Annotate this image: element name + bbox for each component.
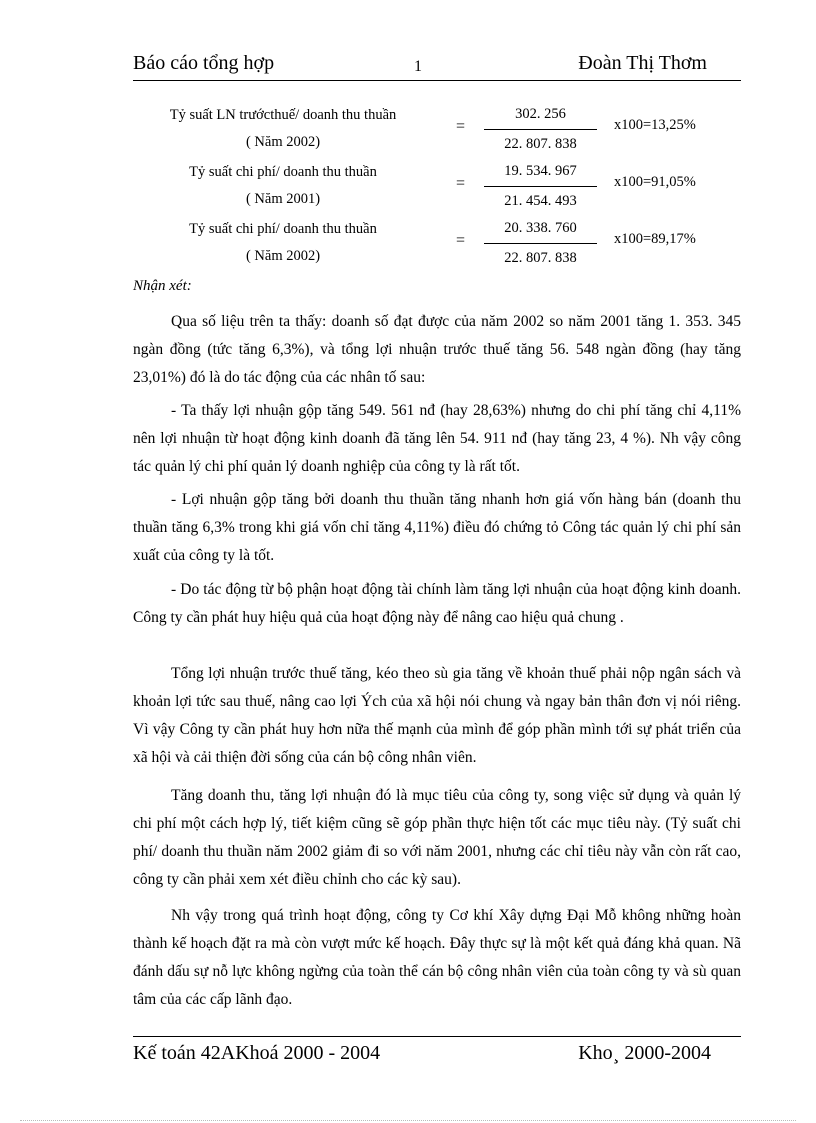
formula-label xyxy=(133,216,433,270)
formula-label-line1: Tỷ suất chi phí/ doanh thu thuần xyxy=(189,164,377,180)
formula-label-line1: Tỷ suất LN trướcthuế/ doanh thu thuần xyxy=(169,107,397,123)
formula-result: x100=89,17% xyxy=(614,231,696,247)
formula-denominator: 22. 807. 838 xyxy=(504,136,577,152)
fraction-bar xyxy=(484,129,597,130)
paragraph: Tăng doanh thu, tăng lợi nhuận đó là mục tiêu của công ty, song việc sử dụng và quản lý chi phí một cách hợp lý, tiết kiệm cũng sẽ góp phần thực hiện tốt các mục tiêu này. (Tỷ suất chi phí/ doanh thu thuần năm 2002 giảm đi so với năm 2001, nhưng các chỉ tiêu này vẫn còn rất cao, công ty cần phải xem xét điều chỉnh cho các kỳ sau). xyxy=(133,787,741,888)
footer-left: Kế toán 42AKhoá 2000 - 2004 xyxy=(133,1042,381,1064)
footer-right: Kho¸ 2000-2004 xyxy=(578,1042,711,1064)
paragraph: Tổng lợi nhuận trước thuế tăng, kéo theo sù gia tăng về khoản thuế phải nộp ngân sách và khoản lợi tức sau thuế, nâng cao lợi Ých của xã hội nói chung và ngay bản thân đơn vị nói riêng. Vì vậy Công ty cần phát huy hơn nữa thế mạnh của mình để góp phần mình tới sự phát triển của xã hội và cải thiện đời sống của cán bộ công nhân viên. xyxy=(133,665,741,766)
paragraph: - Ta thấy lợi nhuận gộp tăng 549. 561 nđ (hay 28,63%) nhưng do chi phí tăng chỉ 4,11% nên lợi nhuận từ hoạt động kinh doanh đã tăng lên 54. 911 nđ (hay tăng 23, 4 %). Nh vậy công tác quản lý chi phí quản lý doanh nghiệp của công ty là rất tốt. xyxy=(133,402,741,475)
formula-row xyxy=(133,216,741,272)
formula-result: x100=13,25% xyxy=(614,117,696,133)
formula-numerator: 302. 256 xyxy=(515,106,566,122)
formula-label-line2: ( Năm 2001) xyxy=(245,191,321,207)
formula-numerator: 19. 534. 967 xyxy=(504,163,577,179)
formula-label xyxy=(133,159,433,213)
header-author: Đoàn Thị Thơm xyxy=(578,52,707,74)
formula-equals: = xyxy=(456,118,466,135)
fraction-bar xyxy=(484,243,597,244)
formula-row xyxy=(133,102,741,158)
remarks-heading: Nhận xét: xyxy=(133,278,192,294)
formula-numerator: 20. 338. 760 xyxy=(504,220,577,236)
formula-label-line2: ( Năm 2002) xyxy=(245,248,321,264)
formula-result: x100=91,05% xyxy=(614,174,696,190)
formula-equals: = xyxy=(456,175,466,192)
page-number: 1 xyxy=(414,58,422,75)
header-title: Báo cáo tổng hợp xyxy=(133,52,275,74)
paragraph: - Do tác động từ bộ phận hoạt động tài chính làm tăng lợi nhuận của hoạt động kinh doanh. Công ty cần phát huy hiệu quả của hoạt động này để nâng cao hiệu quả chung . xyxy=(133,581,741,626)
formula-denominator: 22. 807. 838 xyxy=(504,250,577,266)
formula-label xyxy=(133,102,433,156)
formula-row xyxy=(133,159,741,215)
formula-denominator: 21. 454. 493 xyxy=(504,193,577,209)
formula-label-line1: Tỷ suất chi phí/ doanh thu thuần xyxy=(189,221,377,237)
paragraph: Qua số liệu trên ta thấy: doanh số đạt được của năm 2002 so năm 2001 tăng 1. 353. 345 ngàn đồng (tức tăng 6,3%), và tổng lợi nhuận trước thuế tăng 56. 548 ngàn đồng (hay tăng 23,01%) đó là do tác động của các nhân tố sau: xyxy=(133,313,741,386)
formula-equals: = xyxy=(456,232,466,249)
formula-label-line2: ( Năm 2002) xyxy=(245,134,321,150)
fraction-bar xyxy=(484,186,597,187)
paragraph: Nh vậy trong quá trình hoạt động, công ty Cơ khí Xây dựng Đại Mỗ không những hoàn thành kế hoạch đặt ra mà còn vượt mức kế hoạch. Đây thực sự là một kết quả đáng khả quan. Nã đánh dấu sự nỗ lực không ngừng của toàn thể cán bộ công nhân viên của toàn công ty và sù quan tâm của các cấp lãnh đạo. xyxy=(133,907,741,1008)
paragraph: - Lợi nhuận gộp tăng bởi doanh thu thuần tăng nhanh hơn giá vốn hàng bán (doanh thu thuần tăng 6,3% trong khi giá vốn chỉ tăng 4,11%) điều đó chứng tỏ Công tác quản lý chi phí sản xuất của công ty là tốt. xyxy=(133,491,741,564)
page-header xyxy=(133,52,741,81)
page-footer xyxy=(133,1036,741,1077)
page-bottom-divider xyxy=(20,1120,796,1121)
